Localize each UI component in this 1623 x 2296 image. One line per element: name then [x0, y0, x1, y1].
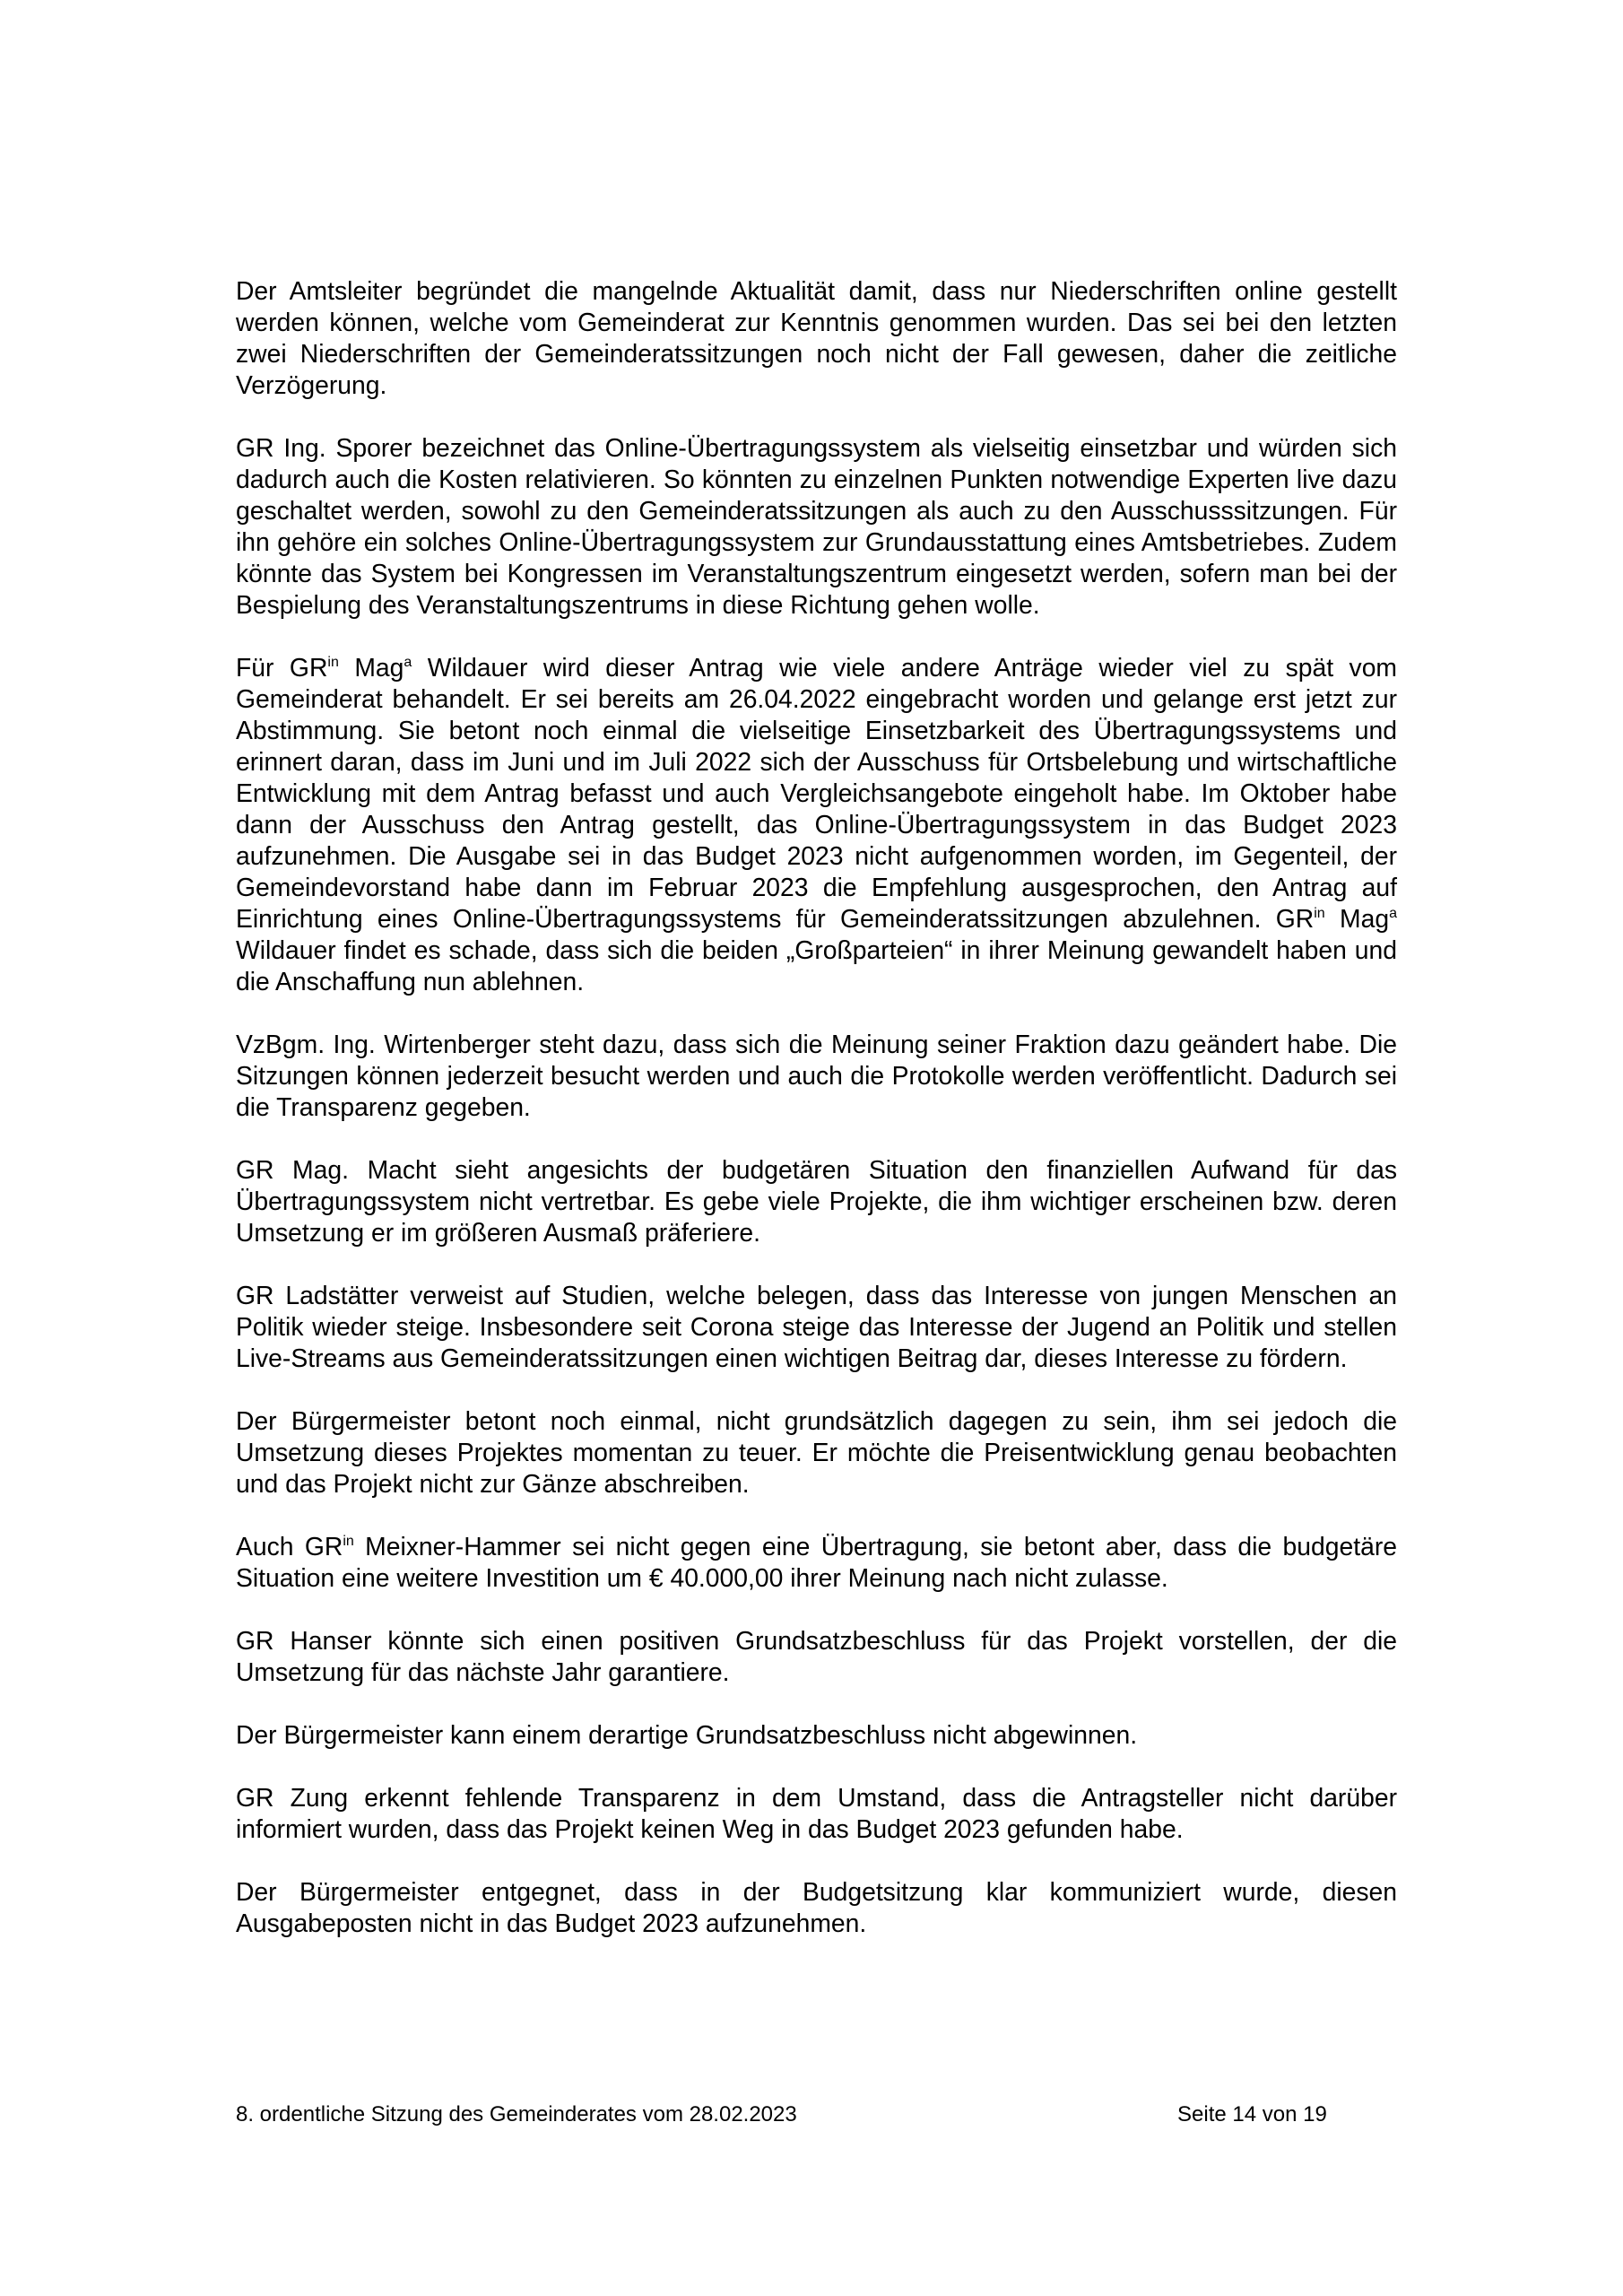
- document-body: [236, 275, 1397, 1970]
- footer-session-title: 8. ordentliche Sitzung des Gemeinderates vom 28.02.2023: [236, 2102, 797, 2126]
- superscript: a: [404, 655, 412, 670]
- paragraph-text: Wildauer wird dieser Antrag wie viele andere Anträge wieder viel zu spät vom Gemeinderat behandelt. Er sei bereits am 26.04.2022 eingebracht worden und gelange erst jetzt zur Abstimmung. Sie betont noch einmal die vielseitige Einsetzbarkeit des Übertragungssystems und erinnert daran, dass im Juni und im Juli 2022 sich der Ausschuss für Ortsbelebung und wirtschaftliche Entwicklung mit dem Antrag befasst und auch Vergleichsangebote eingeholt habe. Im Oktober habe dann der Ausschuss den Antrag gestellt, das Online-Übertragungssystem in das Budget 2023 aufzunehmen. Die Ausgabe sei in das Budget 2023 nicht aufgenommen worden, im Gegenteil, der Gemeindevorstand habe dann im Februar 2023 die Empfehlung ausgesprochen, den Antrag auf Einrichtung eines Online-Übertragungssystems für Gemeinderatssitzungen abzulehnen. GR: [236, 653, 1397, 933]
- paragraph-text: Mag: [1324, 904, 1390, 933]
- paragraph: [236, 1719, 1397, 1751]
- superscript: in: [343, 1534, 354, 1549]
- paragraph-text: GR Zung erkennt fehlende Transparenz in dem Umstand, dass die Antragsteller nicht darüber informiert wurden, dass das Projekt keinen Weg in das Budget 2023 gefunden habe.: [236, 1783, 1397, 1843]
- paragraph-text: Der Bürgermeister betont noch einmal, nicht grundsätzlich dagegen zu sein, ihm sei jedoch die Umsetzung dieses Projektes momentan zu teuer. Er möchte die Preisentwicklung genau beobachten und das Projekt nicht zur Gänze abschreiben.: [236, 1406, 1397, 1498]
- paragraph-text: GR Ing. Sporer bezeichnet das Online-Übertragungssystem als vielseitig einsetzbar und würden sich dadurch auch die Kosten relativieren. So könnten zu einzelnen Punkten notwendige Experten live dazu geschaltet werden, sowohl zu den Gemeinderatssitzungen als auch zu den Ausschusssitzungen. Für ihn gehöre ein solches Online-Übertragungssystem zur Grundausstattung eines Amtsbetriebes. Zudem könnte das System bei Kongressen im Veranstaltungszentrum eingesetzt werden, sofern man bei der Bespielung des Veranstaltungszentrums in diese Richtung gehen wolle.: [236, 433, 1397, 619]
- paragraph-text: Der Bürgermeister entgegnet, dass in der Budgetsitzung klar kommuniziert wurde, diesen Ausgabeposten nicht in das Budget 2023 aufzunehmen.: [236, 1877, 1397, 1937]
- paragraph: [236, 1876, 1397, 1939]
- paragraph: [236, 1782, 1397, 1845]
- paragraph: [236, 275, 1397, 401]
- paragraph-text: Der Bürgermeister kann einem derartige Grundsatzbeschluss nicht abgewinnen.: [236, 1720, 1138, 1749]
- paragraph-text: Mag: [338, 653, 404, 682]
- paragraph: [236, 432, 1397, 621]
- paragraph: [236, 1154, 1397, 1248]
- paragraph: [236, 1280, 1397, 1374]
- superscript: in: [1314, 906, 1325, 921]
- paragraph-text: VzBgm. Ing. Wirtenberger steht dazu, dass sich die Meinung seiner Fraktion dazu geändert habe. Die Sitzungen können jederzeit besucht werden und auch die Protokolle werden veröffentlicht. Dadurch sei die Transparenz gegeben.: [236, 1030, 1397, 1121]
- superscript: a: [1389, 906, 1397, 921]
- paragraph-text: GR Ladstätter verweist auf Studien, welche belegen, dass das Interesse von jungen Menschen an Politik wieder steige. Insbesondere seit Corona steige das Interesse der Jugend an Politik und stellen Live-Streams aus Gemeinderatssitzungen einen wichtigen Beitrag dar, dieses Interesse zu fördern.: [236, 1281, 1397, 1372]
- paragraph: [236, 1405, 1397, 1500]
- paragraph-text: Für GR: [236, 653, 328, 682]
- paragraph: [236, 1625, 1397, 1688]
- superscript: in: [327, 655, 339, 670]
- paragraph: [236, 1531, 1397, 1594]
- paragraph-text: Wildauer findet es schade, dass sich die beiden „Großparteien“ in ihrer Meinung gewandelt haben und die Anschaffung nun ablehnen.: [236, 935, 1397, 996]
- paragraph-text: Der Amtsleiter begründet die mangelnde Aktualität damit, dass nur Niederschriften online gestellt werden können, welche vom Gemeinderat zur Kenntnis genommen wurden. Das sei bei den letzten zwei Niederschriften der Gemeinderatssitzungen noch nicht der Fall gewesen, daher die zeitliche Verzögerung.: [236, 276, 1397, 399]
- paragraph-text: GR Hanser könnte sich einen positiven Grundsatzbeschluss für das Projekt vorstellen, der die Umsetzung für das nächste Jahr garantiere.: [236, 1626, 1397, 1686]
- paragraph: [236, 652, 1397, 997]
- footer-page-number: Seite 14 von 19: [1177, 2102, 1327, 2126]
- paragraph-text: GR Mag. Macht sieht angesichts der budgetären Situation den finanziellen Aufwand für das Übertragungssystem nicht vertretbar. Es gebe viele Projekte, die ihm wichtiger erscheinen bzw. deren Umsetzung er im größeren Ausmaß präferiere.: [236, 1155, 1397, 1247]
- paragraph: [236, 1029, 1397, 1123]
- paragraph-text: Meixner-Hammer sei nicht gegen eine Übertragung, sie betont aber, dass die budgetäre Situation eine weitere Investition um € 40.000,00 ihrer Meinung nach nicht zulasse.: [236, 1532, 1397, 1592]
- paragraph-text: Auch GR: [236, 1532, 343, 1561]
